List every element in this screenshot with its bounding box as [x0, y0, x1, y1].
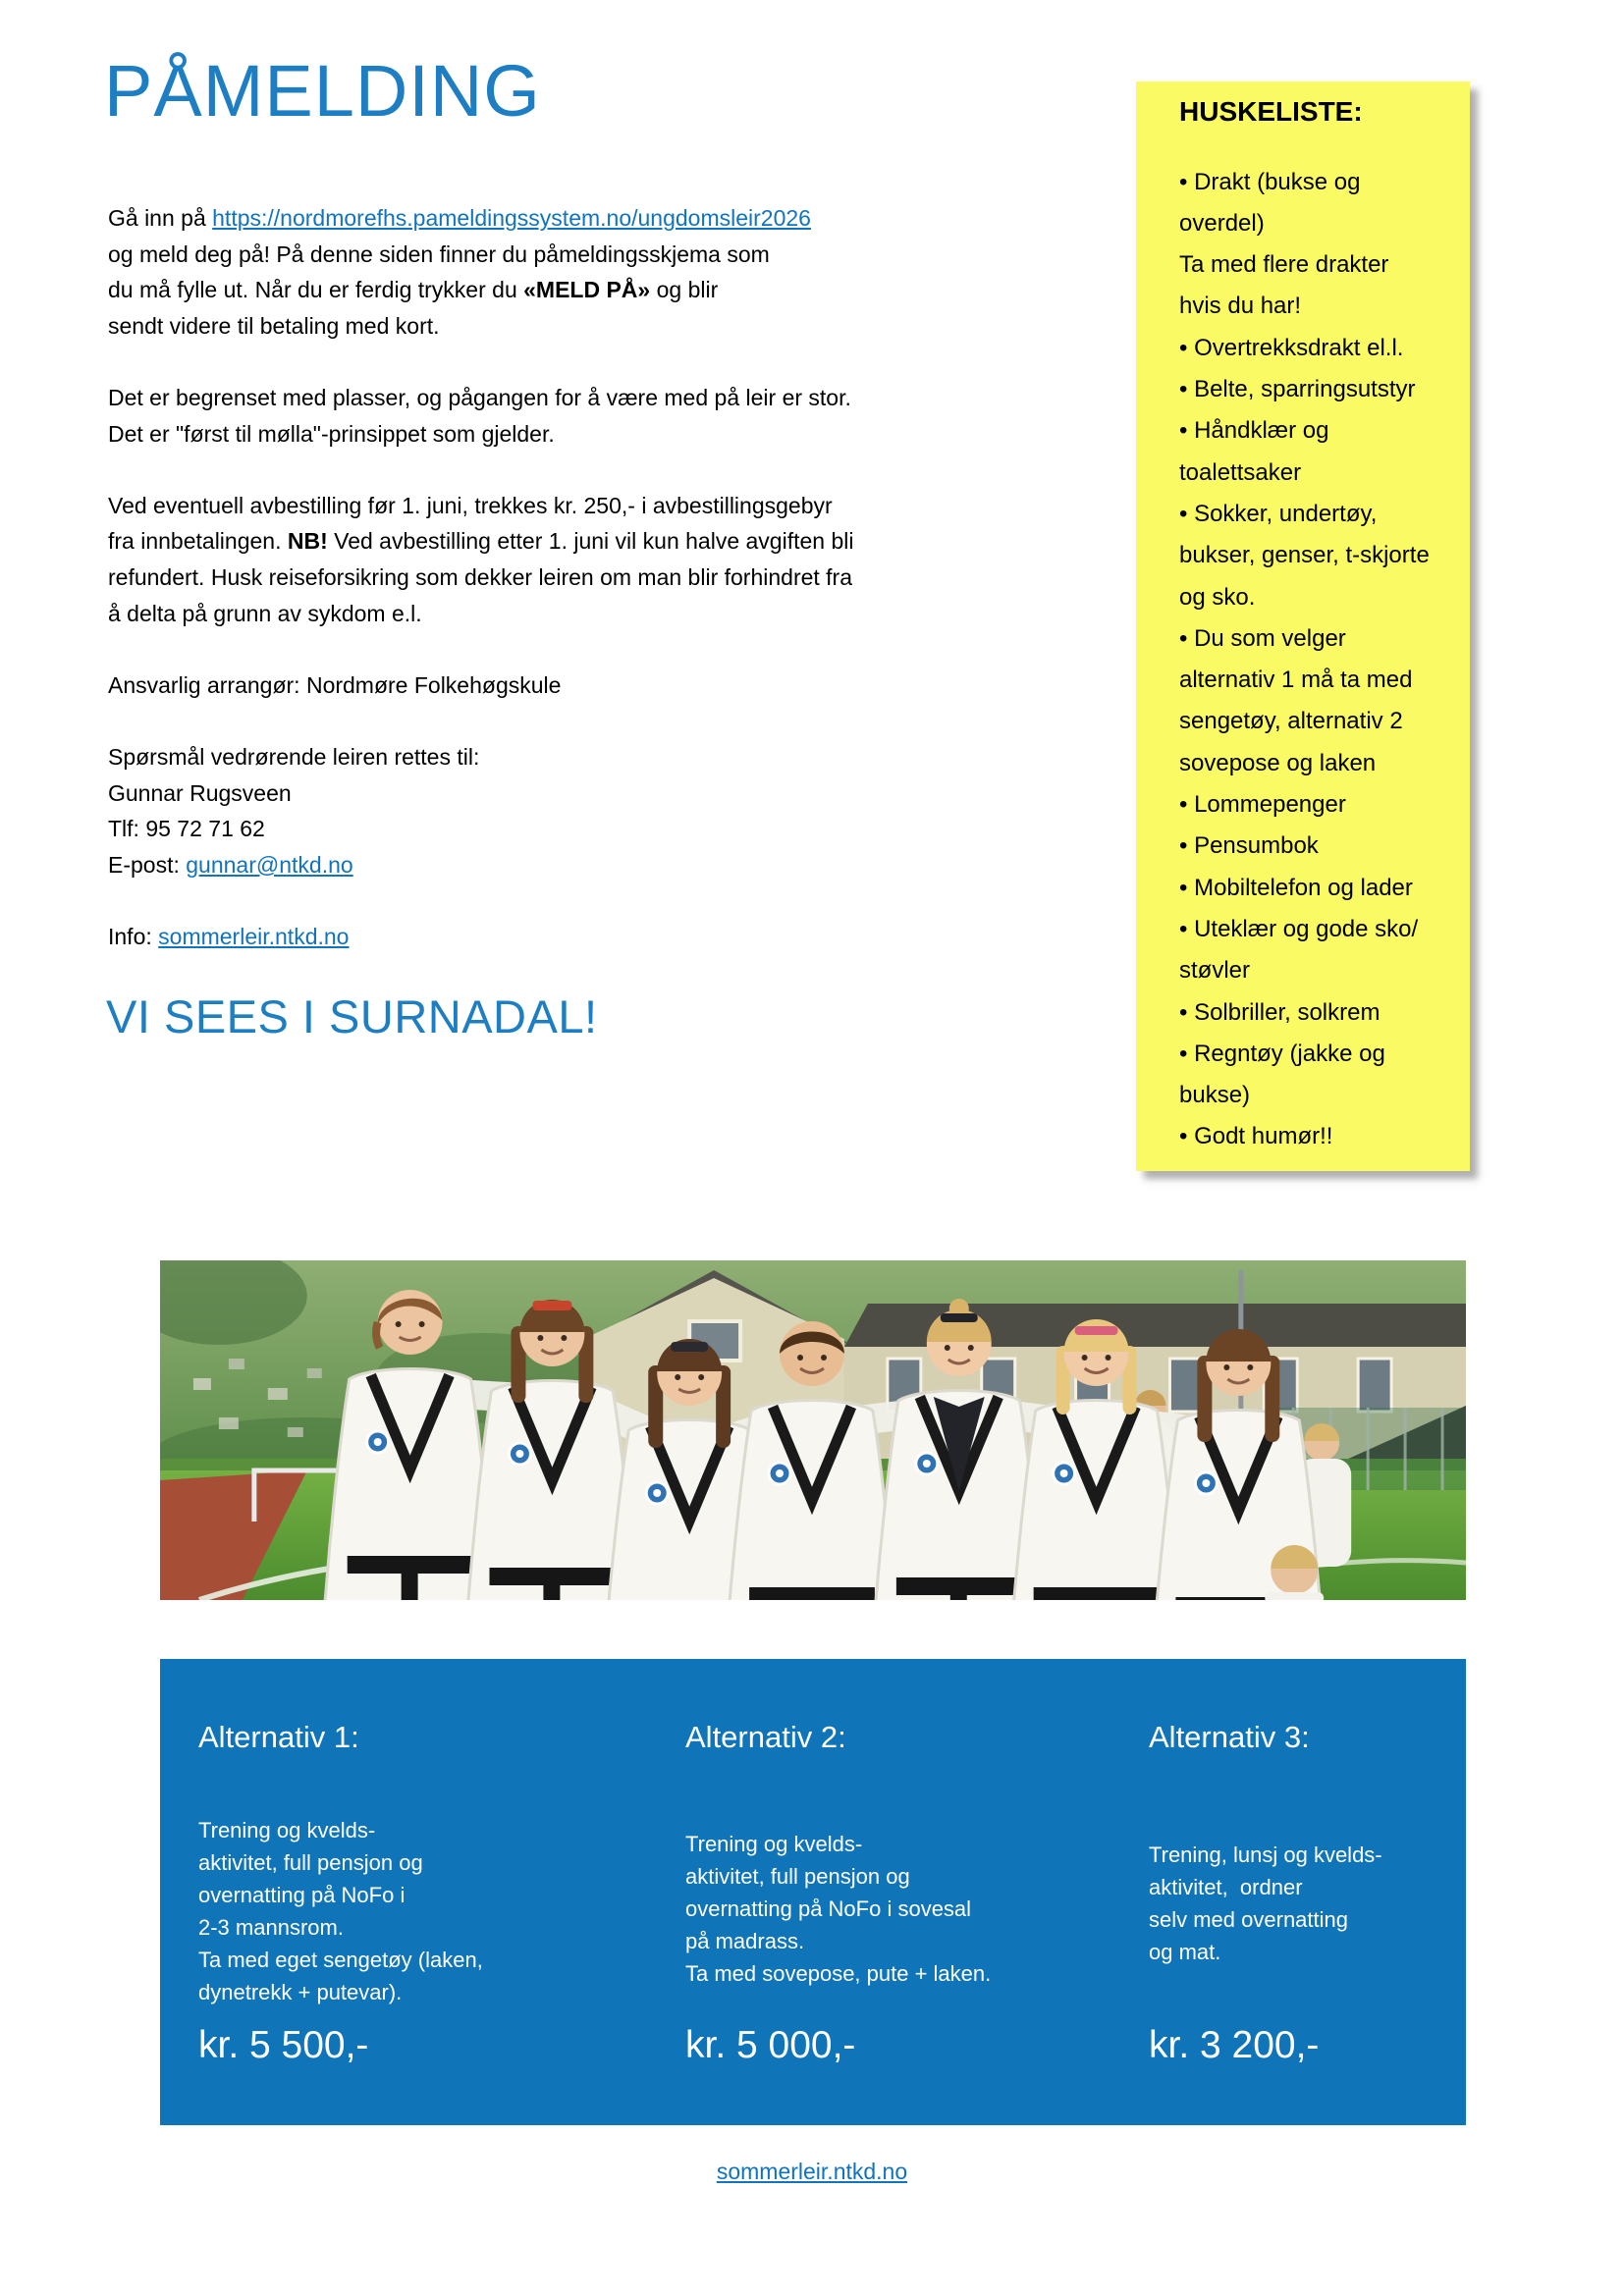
alternative-1-description [198, 1814, 483, 2008]
info-line [108, 919, 853, 955]
page-title: PÅMELDING [104, 50, 541, 132]
cancellation-line: å delta på grunn av sykdom e.l. [108, 600, 422, 626]
alternative-2-line: overnatting på NoFo i sovesal [685, 1896, 972, 1921]
pricing-panel [160, 1659, 1466, 2125]
cancellation-line2-post: Ved avbestilling etter 1. juni vil kun halve avgiften bli [327, 528, 854, 555]
capacity-line: Det er begrenset med plasser, og pågangen for å være med på leir er stor. [108, 384, 851, 410]
intro-prefix: Gå inn på [108, 205, 213, 231]
huskeliste-item: • Du som velger [1179, 624, 1346, 652]
contact-heading: Spørsmål vedrørende leiren rettes til: [108, 743, 480, 770]
alternative-1-price: kr. 5 500,- [198, 2024, 369, 2066]
huskeliste-item: • Mobiltelefon og lader [1179, 874, 1413, 901]
email-label: E-post: [108, 851, 187, 878]
camp-group-photo [160, 1260, 1466, 1600]
alternative-2-line: på madrass. [685, 1929, 805, 1953]
huskeliste-item: bukser, genser, t-skjorte [1179, 542, 1430, 569]
intro-line [108, 272, 853, 308]
capacity-line: Det er "først til mølla"-prinsippet som gjelder. [108, 420, 555, 447]
email-link[interactable]: gunnar@ntkd.no [186, 851, 353, 878]
alternative-2-description [685, 1828, 991, 1990]
contact-phone: Tlf: 95 72 71 62 [108, 816, 265, 842]
huskeliste-item: bukse) [1179, 1082, 1251, 1109]
camp-group-photo-graphic [160, 1260, 1466, 1600]
alternative-3-line: aktivitet, ordner [1149, 1875, 1303, 1899]
organizer-line: Ansvarlig arrangør: Nordmøre Folkehøgskule [108, 671, 562, 698]
closing-headline: VI SEES I SURNADAL! [106, 990, 598, 1042]
alternative-1-line: aktivitet, full pensjon og [198, 1850, 423, 1875]
huskeliste-item: • Håndklær og [1179, 417, 1329, 445]
huskeliste-item: • Belte, sparringsutstyr [1179, 376, 1416, 403]
huskeliste-item: sovepose og laken [1179, 749, 1377, 776]
huskeliste-item: støvler [1179, 957, 1250, 985]
alternative-1-line: dynetrekk + putevar). [198, 1980, 403, 2004]
huskeliste-item: • Solbriller, solkrem [1179, 998, 1380, 1026]
huskeliste-item: alternativ 1 må ta med [1179, 667, 1413, 694]
huskeliste-item: og sko. [1179, 583, 1256, 611]
alternative-2-heading: Alternativ 2: [685, 1720, 846, 1754]
huskeliste-list [1179, 162, 1460, 1158]
huskeliste-item: • Pensumbok [1179, 832, 1319, 860]
alternative-2-line: aktivitet, full pensjon og [685, 1864, 910, 1889]
huskeliste-panel [1136, 81, 1470, 1171]
huskeliste-item: • Regntøy (jakke og [1179, 1040, 1385, 1067]
body-text [108, 200, 853, 954]
huskeliste-item: • Sokker, undertøy, [1179, 500, 1378, 527]
alternative-1-line: 2-3 mannsrom. [198, 1915, 344, 1940]
alternative-1-line: overnatting på NoFo i [198, 1883, 406, 1907]
alternative-3-heading: Alternativ 3: [1149, 1720, 1310, 1754]
alternative-2-price: kr. 5 000,- [685, 2024, 856, 2066]
huskeliste-item: sengetøy, alternativ 2 [1179, 708, 1403, 735]
registration-link[interactable]: https://nordmorefhs.pameldingssystem.no/ungdomsleir2026 [212, 205, 811, 231]
alternative-1-heading: Alternativ 1: [198, 1720, 359, 1754]
intro-line: sendt videre til betaling med kort. [108, 312, 440, 339]
cancellation-line: Ved eventuell avbestilling før 1. juni, trekkes kr. 250,- i avbestillingsgebyr [108, 492, 833, 518]
intro-line [108, 200, 853, 237]
info-label: Info: [108, 923, 159, 949]
alternative-2-line: Ta med sovepose, pute + laken. [685, 1961, 992, 1986]
cancellation-line2-pre: fra innbetalingen. [108, 528, 288, 555]
cancellation-line: refundert. Husk reiseforsikring som dekker leiren om man blir forhindret fra [108, 563, 853, 590]
footer-link[interactable]: sommerleir.ntkd.no [716, 2159, 908, 2184]
intro-line: og meld deg på! På denne siden finner du påmeldingsskjema som [108, 240, 770, 267]
intro-line3-pre: du må fylle ut. Når du er ferdig trykker du [108, 277, 524, 303]
huskeliste-item: overdel) [1179, 209, 1265, 237]
alternative-1-line: Ta med eget sengetøy (laken, [198, 1948, 483, 1972]
huskeliste-item: Ta med flere drakter [1179, 251, 1389, 279]
alternative-3-line: Trening, lunsj og kvelds- [1149, 1842, 1382, 1867]
alternative-3-line: selv med overnatting [1149, 1907, 1348, 1932]
alternative-1-line: Trening og kvelds- [198, 1818, 376, 1842]
alternative-2-line: Trening og kvelds- [685, 1832, 863, 1856]
huskeliste-item: • Drakt (bukse og [1179, 168, 1361, 195]
contact-name: Gunnar Rugsveen [108, 779, 292, 806]
info-link[interactable]: sommerleir.ntkd.no [158, 923, 350, 949]
contact-email-line [108, 847, 853, 883]
footer [0, 2159, 1624, 2185]
huskeliste-title: HUSKELISTE: [1179, 96, 1363, 127]
alternative-3-line: og mat. [1149, 1940, 1221, 1964]
alternative-3-line [1149, 1968, 1382, 2001]
huskeliste-item: hvis du har! [1179, 293, 1302, 320]
huskeliste-item: • Overtrekksdrakt el.l. [1179, 334, 1404, 361]
alternative-3-description [1149, 1839, 1382, 2001]
nb-emphasis: NB! [287, 528, 328, 555]
huskeliste-item: toalettsaker [1179, 458, 1302, 486]
alternative-3-price: kr. 3 200,- [1149, 2024, 1320, 2066]
huskeliste-item: • Uteklær og gode sko/ [1179, 915, 1419, 942]
cancellation-line [108, 523, 853, 560]
huskeliste-item: • Godt humør!! [1179, 1123, 1333, 1150]
intro-line3-post: og blir [650, 277, 719, 303]
meld-pa-emphasis: «MELD PÅ» [523, 277, 651, 303]
huskeliste-item: • Lommepenger [1179, 791, 1346, 819]
